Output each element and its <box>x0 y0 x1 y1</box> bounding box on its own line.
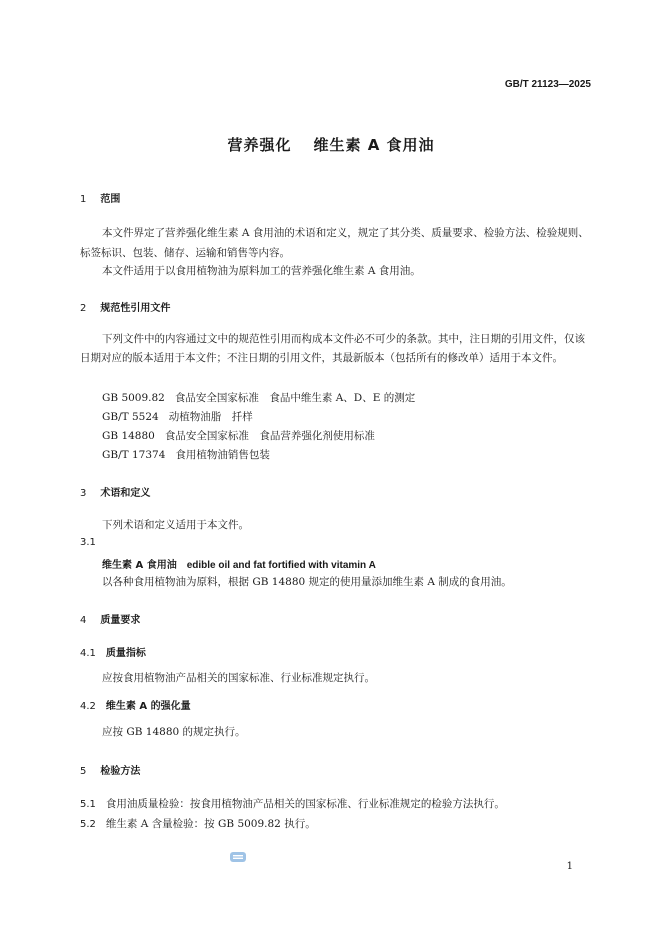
reference-item <box>102 409 253 424</box>
section-number: 1 <box>80 194 87 205</box>
term-definition: 以各种食用植物油为原料，根据 GB 14880 规定的使用量添加维生素 A 制成的食用油。 <box>102 576 512 588</box>
standard-number: GB/T 21123—2025 <box>504 79 591 90</box>
term-english: edible oil and fat fortified with vitamin A <box>186 560 376 571</box>
subsection-number: 5.2 <box>80 819 96 830</box>
reference-code: GB/T 5524 <box>102 411 159 423</box>
reference-title: 食品安全国家标准 食品营养强化剂使用标准 <box>164 430 375 442</box>
section-title: 检验方法 <box>100 766 141 777</box>
reference-code: GB 5009.82 <box>102 392 165 404</box>
reference-code: GB/T 17374 <box>102 449 166 461</box>
term-entry <box>102 556 376 571</box>
section-number: 5 <box>80 766 87 777</box>
section-title: 范围 <box>100 194 121 205</box>
section-number: 3 <box>80 488 87 499</box>
subsection-number: 5.1 <box>80 799 96 810</box>
reference-item <box>102 447 270 462</box>
section-1-paragraph-2: 本文件适用于以食用植物油为原料加工的营养强化维生素 A 食用油。 <box>102 265 421 277</box>
document-title <box>0 134 662 155</box>
section-1-paragraph-1: 本文件界定了营养强化维生素 A 食用油的术语和定义，规定了其分类、质量要求、检验方法、检验规则、标签标识、包装、储存、运输和销售等内容。 <box>80 227 589 259</box>
subsection-text: 维生素 A 含量检验：按 GB 5009.82 执行。 <box>105 818 316 830</box>
subsection-5-2 <box>80 816 316 831</box>
reference-code: GB 14880 <box>102 430 155 442</box>
term-number: 3.1 <box>80 537 96 548</box>
section-title: 术语和定义 <box>100 488 151 499</box>
subsection-title: 维生素 A 的强化量 <box>105 701 191 712</box>
section-number: 4 <box>80 615 87 626</box>
subsection-text: 食用油质量检验：按食用植物油产品相关的国家标准、行业标准规定的检验方法执行。 <box>105 798 505 810</box>
section-title: 质量要求 <box>100 615 141 626</box>
section-3-intro: 下列术语和定义适用于本文件。 <box>102 519 249 531</box>
reference-title: 动植物油脂 扦样 <box>168 411 253 423</box>
section-5-heading <box>80 762 140 777</box>
section-2-heading <box>80 299 170 314</box>
title-left: 营养强化 <box>227 136 292 154</box>
subsection-4-2-text: 应按 GB 14880 的规定执行。 <box>102 726 246 738</box>
section-title: 规范性引用文件 <box>100 303 171 314</box>
watermark-logo-icon <box>230 851 246 863</box>
subsection-4-1-heading <box>80 644 146 659</box>
term-chinese: 维生素 A 食用油 <box>102 560 177 571</box>
section-2-paragraph: 下列文件中的内容通过文中的规范性引用而构成本文件必不可少的条款。其中，注日期的引用文件，仅该日期对应的版本适用于本文件；不注日期的引用文件，其最新版本（包括所有的修改单）适用于本文件。 <box>80 333 585 364</box>
reference-title: 食品安全国家标准 食品中维生素 A、D、E 的测定 <box>174 392 416 404</box>
subsection-4-2-heading <box>80 697 191 712</box>
section-1-heading <box>80 190 120 205</box>
subsection-number: 4.1 <box>80 648 96 659</box>
title-right: 维生素 A 食用油 <box>313 136 435 154</box>
reference-item <box>102 390 415 405</box>
subsection-title: 质量指标 <box>105 648 146 659</box>
reference-item <box>102 428 375 443</box>
section-4-heading <box>80 611 140 626</box>
subsection-4-1-text: 应按食用植物油产品相关的国家标准、行业标准规定执行。 <box>102 672 375 684</box>
subsection-number: 4.2 <box>80 701 96 712</box>
subsection-5-1 <box>80 796 505 811</box>
reference-title: 食用植物油销售包装 <box>175 449 270 461</box>
page-number: 1 <box>566 861 573 872</box>
section-3-heading <box>80 484 150 499</box>
section-number: 2 <box>80 303 87 314</box>
